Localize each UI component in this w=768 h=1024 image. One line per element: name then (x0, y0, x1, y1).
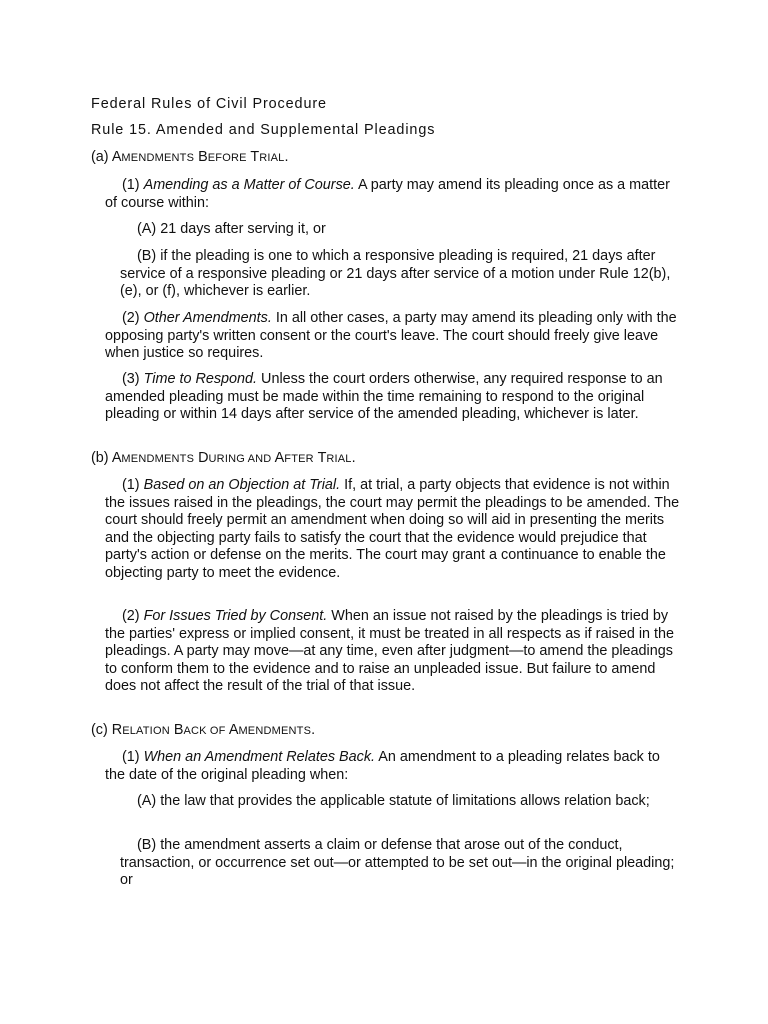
heading-cap: D (198, 450, 209, 466)
paragraph-a3 (105, 371, 680, 424)
heading-cap: T (317, 450, 327, 466)
heading-small: FTER (284, 453, 314, 465)
paragraph-title: Other Amendments. (143, 310, 272, 326)
paragraph-a1 (105, 177, 680, 212)
paragraph-number: (1) (122, 749, 140, 765)
heading-small: ELATION (122, 725, 170, 737)
paragraph-title: For Issues Tried by Consent. (143, 608, 328, 624)
heading-period: . (311, 722, 316, 738)
heading-cap: A (111, 450, 122, 466)
heading-cap: B (173, 722, 184, 738)
paragraph-number: (1) (122, 177, 140, 193)
section-marker: (c) (91, 722, 108, 738)
paragraph-number: (1) (122, 477, 140, 493)
section-c-heading (91, 722, 315, 741)
heading-small: ACK OF (183, 725, 226, 737)
paragraph-number: (B) (137, 837, 157, 853)
document-title: Federal Rules of Civil Procedure (91, 96, 327, 112)
paragraph-title: Time to Respond. (143, 371, 258, 387)
paragraph-b2 (105, 608, 680, 696)
paragraph-text: 21 days after serving it, or (160, 221, 326, 237)
paragraph-text: if the pleading is one to which a responsive pleading is required, 21 days after service of a responsive pleading or 21 days after service of a motion under Rule 12(b), (e), or (f), whichever is earlier. (120, 248, 671, 300)
paragraph-b1 (105, 477, 680, 583)
heading-cap: B (198, 149, 208, 165)
heading-small: URING AND (208, 453, 272, 465)
paragraph-number: (2) (122, 608, 140, 624)
paragraph-c1A (120, 793, 680, 811)
heading-period: . (284, 149, 289, 165)
paragraph-text: A party may amend its pleading once as a matter of course within: (105, 177, 670, 211)
heading-cap: T (250, 149, 260, 165)
heading-cap: A (228, 722, 239, 738)
paragraph-title: When an Amendment Relates Back. (143, 749, 376, 765)
paragraph-text: An amendment to a pleading relates back to the date of the original pleading when: (105, 749, 660, 783)
paragraph-c1B (120, 837, 680, 890)
section-marker: (a) (91, 149, 109, 165)
heading-small: MENDMENTS (121, 453, 195, 465)
heading-period: . (351, 450, 356, 466)
paragraph-a1A (120, 221, 680, 239)
heading-cap: R (111, 722, 123, 738)
paragraph-text: the law that provides the applicable statute of limitations allows relation back; (160, 793, 650, 809)
heading-small: EFORE (207, 152, 247, 164)
paragraph-number: (B) (137, 248, 157, 264)
heading-cap: A (111, 149, 122, 165)
paragraph-a2 (105, 310, 680, 363)
paragraph-text: If, at trial, a party objects that evidence is not within the issues raised in the pleadings, the court may permit the pleadings to be amended. The court should freely permit an amendment when doing so will aid in presenting the merits and the objecting party fails to satisfy the court that the evidence would prejudice that party's action or defense on the merits. The court may grant a continuance to enable the objecting party to meet the evidence. (105, 477, 680, 581)
rule-title: Rule 15. Amended and Supplemental Pleadings (91, 122, 436, 138)
paragraph-a1B (120, 248, 680, 301)
heading-cap: A (274, 450, 285, 466)
section-b-heading (91, 450, 356, 469)
paragraph-title: Amending as a Matter of Course. (143, 177, 355, 193)
section-marker: (b) (91, 450, 109, 466)
paragraph-number: (2) (122, 310, 140, 326)
paragraph-c1 (105, 749, 680, 784)
heading-small: RIAL (259, 152, 285, 164)
paragraph-number: (A) (137, 221, 157, 237)
paragraph-title: Based on an Objection at Trial. (143, 477, 341, 493)
heading-small: RIAL (326, 453, 352, 465)
paragraph-number: (A) (137, 793, 157, 809)
heading-small: MENDMENTS (238, 725, 312, 737)
paragraph-text: the amendment asserts a claim or defense that arose out of the conduct, transaction, or occurrence set out—or attempted to be set out—in the original pleading; or (120, 837, 675, 889)
paragraph-text: In all other cases, a party may amend its pleading only with the opposing party's written consent or the court's leave. The court should freely give leave when justice so requires. (105, 310, 677, 362)
heading-small: MENDMENTS (121, 152, 195, 164)
paragraph-text: Unless the court orders otherwise, any required response to an amended pleading must be made within the time remaining to respond to the original pleading or within 14 days after service of the amended pleading, whichever is later. (105, 371, 663, 423)
paragraph-number: (3) (122, 371, 140, 387)
paragraph-text: When an issue not raised by the pleadings is tried by the parties' express or implied consent, it must be treated in all respects as if raised in the pleadings. A party may move—at any time, even after judgment—to amend the pleadings to conform them to the evidence and to raise an unpleaded issue. But failure to amend does not affect the result of the trial of that issue. (105, 608, 675, 695)
section-a-heading (91, 149, 288, 168)
